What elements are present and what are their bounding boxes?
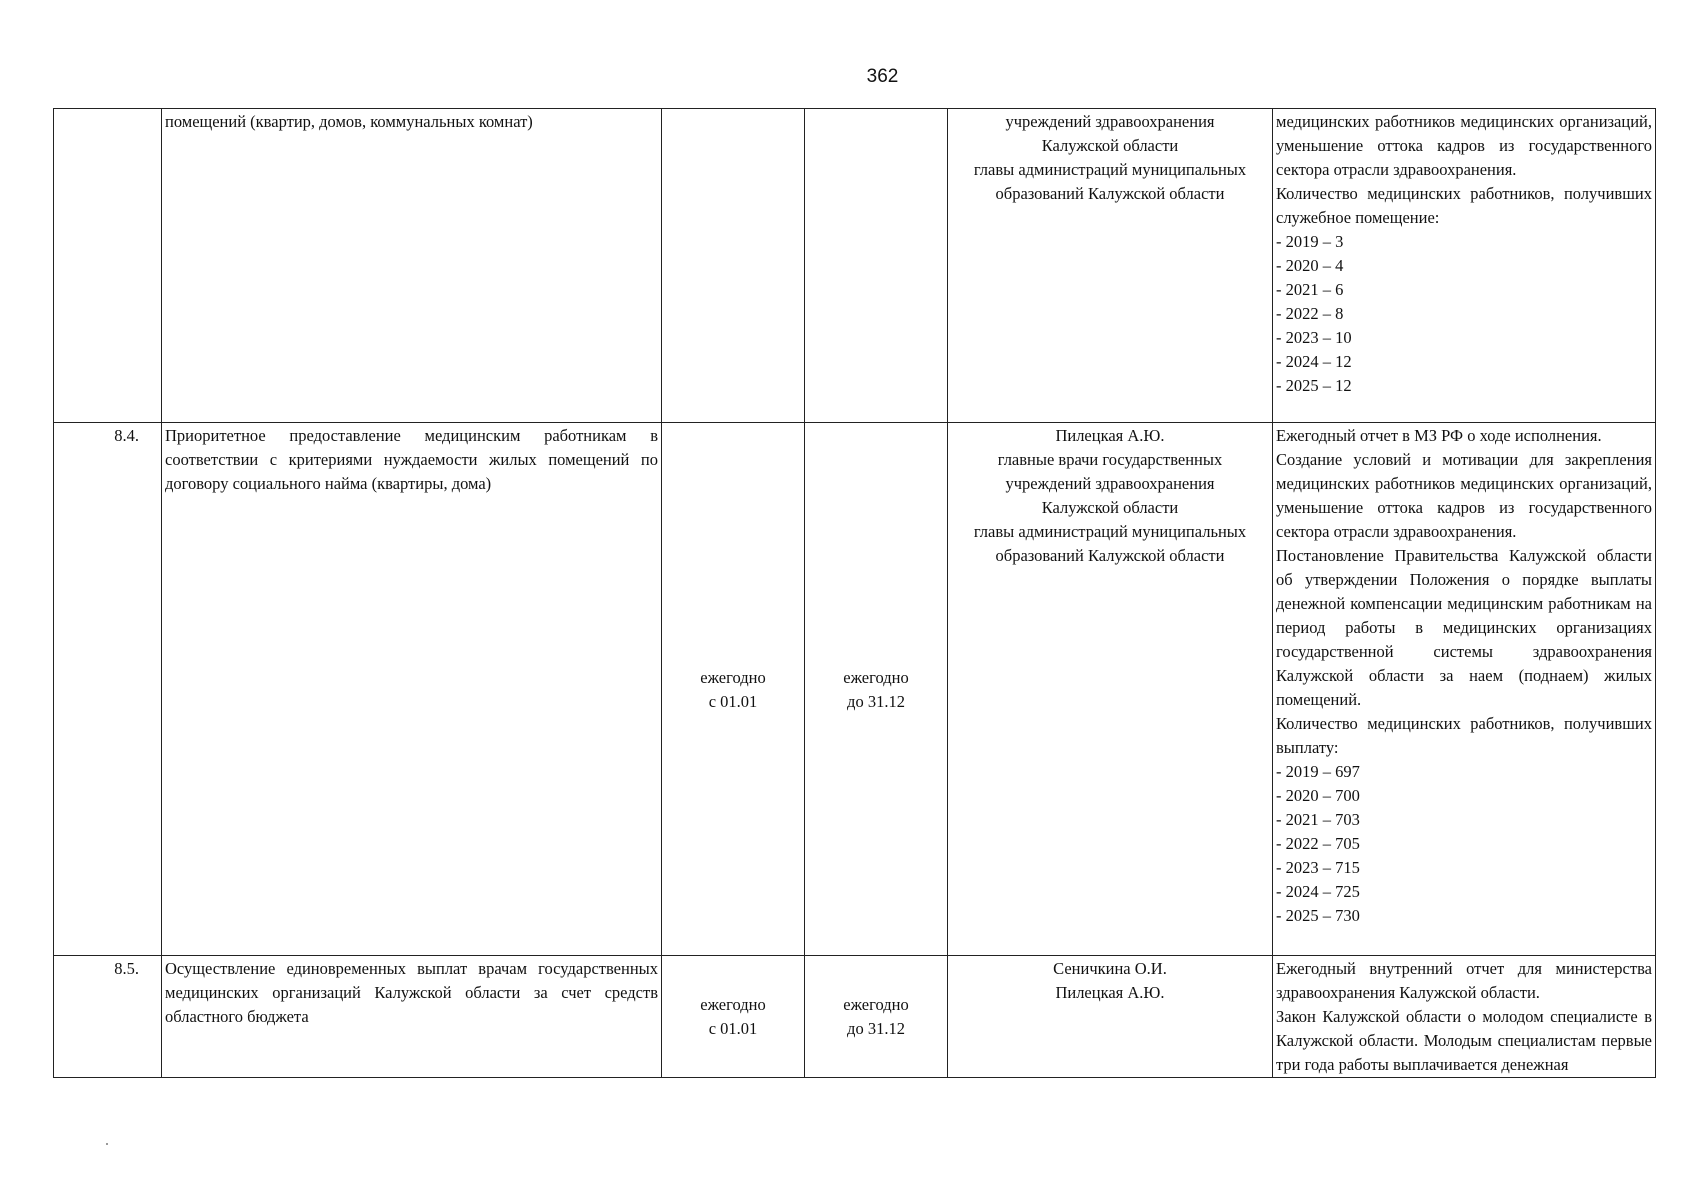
end-date: до 31.12 (847, 691, 905, 711)
responsible-line: главы администраций муниципальных (973, 160, 1247, 179)
responsible-cell (948, 956, 1273, 1078)
result-paragraph: Закон Калужской области о молодом специалисте в Калужской области. Молодым специалистам первые три года работы выплачивается денежная (1276, 1007, 1652, 1074)
scan-speck (106, 1143, 108, 1145)
start-date-cell (662, 956, 805, 1078)
start-period: ежегодно (700, 667, 766, 687)
start-period: ежегодно (700, 995, 766, 1014)
result-list-item: - 2020 – 700 (1276, 786, 1360, 805)
page-number: 362 (866, 66, 899, 87)
activity-cell: Осуществление единовременных выплат врачам государственных медицинских организаций Калужской области за счет средств областного бюджета (162, 956, 662, 1078)
result-list-item: - 2025 – 12 (1276, 376, 1352, 395)
end-date-cell (805, 109, 948, 423)
action-plan-table (53, 108, 1656, 1078)
responsible-line: учреждений здравоохранения (1005, 474, 1215, 493)
table-row (54, 956, 1656, 1078)
responsible-line: главы администраций муниципальных (973, 522, 1247, 541)
responsible-line: Калужской области (1041, 136, 1179, 155)
row-number-cell: 8.4. (54, 423, 162, 956)
result-paragraph: Ежегодный отчет в МЗ РФ о ходе исполнения. (1276, 426, 1602, 445)
start-date-cell (662, 109, 805, 423)
responsible-line: образований Калужской области (995, 546, 1225, 565)
responsible-line: главные врачи государственных (997, 450, 1223, 469)
table-row (54, 423, 1656, 956)
result-list-item: - 2022 – 8 (1276, 304, 1344, 323)
result-list-item: - 2022 – 705 (1276, 834, 1360, 853)
result-list-item: - 2024 – 12 (1276, 352, 1352, 371)
responsible-line: Сеничкина О.И. (1053, 959, 1167, 978)
activity-cell: помещений (квартир, домов, коммунальных комнат) (162, 109, 662, 423)
result-list-item: - 2020 – 4 (1276, 256, 1344, 275)
result-paragraph: Создание условий и мотивации для закрепления медицинских работников медицинских организаций, уменьшение оттока кадров из государственного сектора отрасли здравоохранения. (1276, 450, 1652, 541)
responsible-cell (948, 423, 1273, 956)
responsible-line: образований Калужской области (995, 184, 1225, 203)
result-list-item: - 2019 – 697 (1276, 762, 1360, 781)
result-cell (1273, 423, 1656, 956)
responsible-line: Пилецкая А.Ю. (1055, 426, 1165, 445)
result-list-item: - 2021 – 6 (1276, 280, 1344, 299)
result-paragraph: Ежегодный внутренний отчет для министерства здравоохранения Калужской области. (1276, 959, 1652, 1002)
end-date-cell (805, 956, 948, 1078)
responsible-cell (948, 109, 1273, 423)
end-period: ежегодно (843, 995, 909, 1014)
start-date: с 01.01 (708, 691, 758, 711)
result-list-item: - 2019 – 3 (1276, 232, 1344, 251)
result-cell (1273, 109, 1656, 423)
result-list-item: - 2021 – 703 (1276, 810, 1360, 829)
result-list-item: - 2025 – 730 (1276, 906, 1360, 925)
row-number-cell: 8.5. (54, 956, 162, 1078)
responsible-line: Пилецкая А.Ю. (1055, 983, 1165, 1002)
result-list-item: - 2023 – 715 (1276, 858, 1360, 877)
result-paragraph: Постановление Правительства Калужской области об утверждении Положения о порядке выплаты денежной компенсации медицинским работникам на период работы в медицинских организациях государственной системы здравоохранения Калужской области за наем (поднаем) жилых помещений. (1276, 546, 1652, 709)
responsible-line: Калужской области (1041, 498, 1179, 517)
start-date: с 01.01 (708, 1019, 758, 1038)
result-paragraph: медицинских работников медицинских организаций, уменьшение оттока кадров из государственного сектора отрасли здравоохранения. (1276, 112, 1652, 179)
end-date-cell (805, 423, 948, 956)
row-number-cell (54, 109, 162, 423)
activity-cell: Приоритетное предоставление медицинским работникам в соответствии с критериями нуждаемости жилых помещений по договору социального найма (квартиры, дома) (162, 423, 662, 956)
result-list-item: - 2024 – 725 (1276, 882, 1360, 901)
result-list-item: - 2023 – 10 (1276, 328, 1352, 347)
result-cell (1273, 956, 1656, 1078)
end-period: ежегодно (843, 667, 909, 687)
start-date-cell (662, 423, 805, 956)
end-date: до 31.12 (847, 1019, 905, 1038)
table-row (54, 109, 1656, 423)
result-paragraph: Количество медицинских работников, получивших служебное помещение: (1276, 184, 1652, 227)
responsible-line: учреждений здравоохранения (1005, 112, 1215, 131)
result-paragraph: Количество медицинских работников, получивших выплату: (1276, 714, 1652, 757)
